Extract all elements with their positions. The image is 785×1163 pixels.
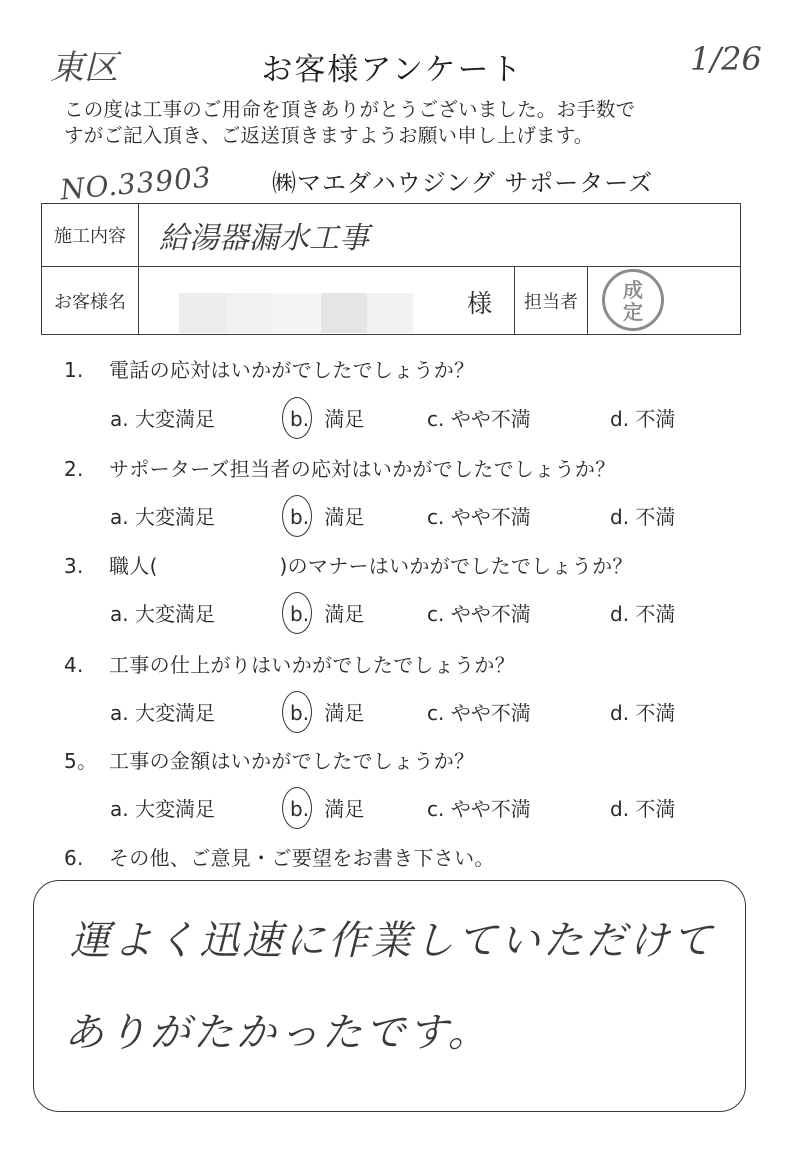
option-c[interactable]: c. やや不満 bbox=[427, 602, 531, 626]
hanko-stamp-icon: 成 定 bbox=[602, 269, 664, 331]
customer-row bbox=[42, 267, 741, 335]
work-label: 施工内容 bbox=[42, 204, 139, 267]
redaction-block bbox=[273, 293, 321, 333]
work-value[interactable]: 給湯器漏水工事 bbox=[139, 204, 741, 267]
honorific-sama: 様 bbox=[466, 289, 492, 318]
question-3: 3. 職人( )のマナーはいかがでしたでしょうか？ bbox=[64, 554, 633, 578]
option-b-selected[interactable]: b. 満足 bbox=[290, 793, 364, 822]
question-2: 2. サポーターズ担当者の応対はいかがでしたでしょうか？ bbox=[64, 457, 616, 481]
info-table bbox=[41, 203, 741, 335]
redaction-block bbox=[227, 293, 273, 333]
comment-line-2: ありがたかったです。 bbox=[64, 1010, 491, 1056]
intro-line-1: この度は工事のご用命を頂きありがとうございました。お手数で bbox=[64, 98, 636, 121]
selection-circle-icon bbox=[282, 592, 312, 634]
option-a[interactable]: a. 大変満足 bbox=[110, 602, 215, 626]
selection-circle-icon bbox=[282, 787, 312, 829]
option-d[interactable]: d. 不満 bbox=[610, 407, 676, 431]
comment-box[interactable] bbox=[33, 880, 746, 1112]
option-a[interactable]: a. 大変満足 bbox=[110, 701, 215, 725]
intro-text bbox=[64, 97, 635, 149]
redaction-block bbox=[321, 293, 367, 333]
company-name: ㈱マエダハウジング サポーターズ bbox=[272, 169, 654, 197]
option-d[interactable]: d. 不満 bbox=[610, 701, 676, 725]
work-row bbox=[42, 204, 741, 267]
page-title: お客様アンケート bbox=[261, 52, 524, 88]
question-5: 5。 工事の金額はいかがでしたでしょうか？ bbox=[64, 749, 475, 773]
customer-label: お客様名 bbox=[42, 267, 139, 335]
option-b-selected[interactable]: b. 満足 bbox=[290, 403, 364, 432]
customer-name-field[interactable] bbox=[139, 267, 515, 335]
option-c[interactable]: c. やや不満 bbox=[427, 505, 531, 529]
option-b-selected[interactable]: b. 満足 bbox=[290, 598, 364, 627]
comment-line-1: 運よく迅速に作業していただけて bbox=[70, 918, 715, 964]
option-a[interactable]: a. 大変満足 bbox=[110, 407, 215, 431]
handwritten-area-note: 東区 bbox=[50, 48, 118, 88]
selection-circle-icon bbox=[282, 397, 312, 439]
option-c[interactable]: c. やや不満 bbox=[427, 407, 531, 431]
handwritten-date-note: 1/26 bbox=[690, 40, 762, 78]
option-c[interactable]: c. やや不満 bbox=[427, 797, 531, 821]
staff-label: 担当者 bbox=[515, 267, 588, 335]
selection-circle-icon bbox=[282, 495, 312, 537]
staff-stamp-cell bbox=[588, 267, 741, 335]
question-6: 6. その他、ご意見・ご要望をお書き下さい。 bbox=[64, 846, 495, 870]
redaction-block bbox=[179, 293, 227, 333]
option-d[interactable]: d. 不満 bbox=[610, 505, 676, 529]
serial-number: NO.33903 bbox=[58, 160, 213, 207]
option-d[interactable]: d. 不満 bbox=[610, 797, 676, 821]
option-a[interactable]: a. 大変満足 bbox=[110, 797, 215, 821]
redaction-block bbox=[367, 293, 413, 333]
option-b-selected[interactable]: b. 満足 bbox=[290, 501, 364, 530]
question-1: 1. 電話の応対はいかがでしたでしょうか？ bbox=[64, 358, 475, 382]
option-b-selected[interactable]: b. 満足 bbox=[290, 697, 364, 726]
question-4: 4. 工事の仕上がりはいかがでしたでしょうか？ bbox=[64, 653, 515, 677]
option-d[interactable]: d. 不満 bbox=[610, 602, 676, 626]
selection-circle-icon bbox=[282, 691, 312, 733]
option-a[interactable]: a. 大変満足 bbox=[110, 505, 215, 529]
intro-line-2: すがご記入頂き、ご返送頂きますようお願い申し上げます。 bbox=[64, 124, 594, 147]
option-c[interactable]: c. やや不満 bbox=[427, 701, 531, 725]
